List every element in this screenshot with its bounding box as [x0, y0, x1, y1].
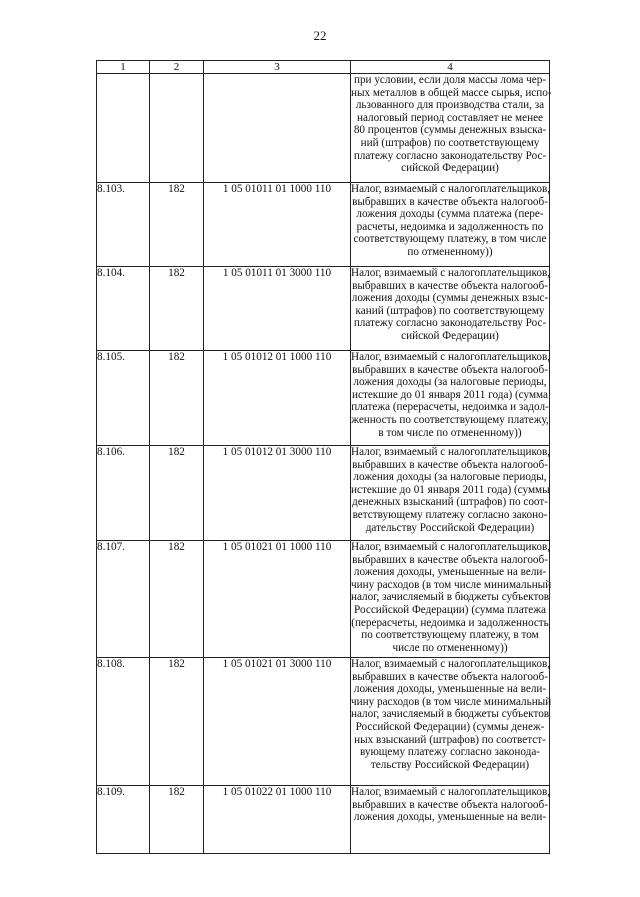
continuation-description: [351, 74, 550, 183]
description-line: ний (штрафов) по соответствующему: [360, 136, 540, 149]
description-line: Российской Федерации) (суммы денеж-: [355, 720, 545, 733]
description-line: дательству Российской Федерации): [365, 521, 535, 534]
table-row: [97, 183, 550, 267]
description-line: (перерасчеты, недоимка и задолженность: [351, 616, 549, 629]
description-line: ложения доходы (суммы денежных взыс-: [351, 292, 549, 305]
description-line: Налог, взимаемый с налогоплательщиков,: [351, 183, 551, 195]
administrator-code: 182: [150, 351, 204, 446]
administrator-code: 182: [150, 183, 204, 267]
column-header-3: 3: [204, 61, 351, 74]
description-line: платежу согласно законодательству Рос-: [353, 317, 547, 330]
continuation-cell-3: [204, 74, 351, 183]
description-line: платежу согласно законодательству Рос-: [353, 149, 547, 162]
description-line: Налог, взимаемый с налогоплательщиков,: [351, 267, 551, 279]
revenue-description: [351, 786, 550, 854]
description-line: налог, зачисляемый в бюджеты субъектов: [351, 708, 550, 721]
description-line: соответствующему платежу, в том числе: [353, 233, 547, 246]
description-line: выбравших в качестве объекта налогооб-: [352, 553, 548, 566]
description-line: Налог, взимаемый с налогоплательщиков,: [351, 541, 551, 553]
page-number: 22: [313, 28, 327, 43]
description-line: налоговый период составляет не менее: [356, 111, 544, 124]
description-line: Российской Федерации) (сумма платежа: [354, 603, 546, 616]
description-line: сийской Федерации): [401, 329, 499, 342]
description-line: денежных взысканий (штрафов) по соот-: [352, 496, 548, 509]
table-row: [97, 658, 550, 786]
description-line: каний (штрафов) по соответствующему: [355, 304, 545, 317]
table-row: [97, 446, 550, 541]
budget-classification-code: 1 05 01011 01 3000 110: [204, 267, 351, 351]
row-number: 8.109.: [97, 786, 150, 854]
revenue-description: [351, 183, 550, 267]
administrator-code: 182: [150, 658, 204, 786]
description-line: 80 процентов (суммы денежных взыска-: [353, 124, 547, 137]
description-line: женность по соответствующему платежу,: [351, 413, 549, 426]
description-line: выбравших в качестве объекта налогооб-: [352, 670, 548, 683]
description-line: выбравших в качестве объекта налогооб-: [352, 798, 548, 811]
revenue-description: [351, 541, 550, 658]
description-line: ветствующему платежу согласно законо-: [352, 508, 548, 521]
description-line: ложения доходы (сумма платежа (пере-: [356, 208, 544, 221]
administrator-code: 182: [150, 786, 204, 854]
description-line: налог, зачисляемый в бюджеты субъектов: [351, 591, 550, 604]
description-line: выбравших в качестве объекта налогооб-: [352, 279, 548, 292]
description-line: ложения доходы (за налоговые периоды,: [353, 376, 547, 389]
description-line: Налог, взимаемый с налогоплательщиков,: [351, 446, 551, 458]
row-number: 8.103.: [97, 183, 150, 267]
table-row: [97, 351, 550, 446]
description-line: чину расходов (в том числе минимальный: [351, 695, 552, 708]
column-header-2: 2: [150, 61, 204, 74]
continuation-cell-1: [97, 74, 150, 183]
description-line: истекшие до 01 января 2011 года) (суммы: [351, 483, 550, 496]
row-number: 8.105.: [97, 351, 150, 446]
description-line: ложения доходы, уменьшенные на вели-: [353, 811, 547, 824]
table-row: [97, 267, 550, 351]
description-line: Налог, взимаемый с налогоплательщиков,: [351, 786, 551, 798]
revenue-description: [351, 351, 550, 446]
description-line: ных металлов в общей массе сырья, испо-: [351, 86, 552, 99]
description-line: ложения доходы (за налоговые периоды,: [353, 471, 547, 484]
description-line: тельству Российской Федерации): [370, 758, 530, 771]
column-header-1: 1: [97, 61, 150, 74]
description-line: выбравших в качестве объекта налогооб-: [352, 458, 548, 471]
description-line: платежа (перерасчеты, недоимка и задол-: [351, 401, 549, 414]
description-line: сийской Федерации): [401, 162, 499, 175]
row-number: 8.104.: [97, 267, 150, 351]
description-line: в том числе по отмененному)): [378, 426, 522, 439]
revenue-description: [351, 267, 550, 351]
description-line: льзованного для производства стали, за: [355, 99, 545, 112]
budget-classification-code: 1 05 01021 01 3000 110: [204, 658, 351, 786]
row-number: 8.107.: [97, 541, 150, 658]
description-line: истекшие до 01 января 2011 года) (сумма: [352, 388, 548, 401]
description-line: Налог, взимаемый с налогоплательщиков,: [351, 351, 551, 363]
description-line: выбравших в качестве объекта налогооб-: [352, 195, 548, 208]
table-row: [97, 541, 550, 658]
description-line: по отмененному)): [407, 245, 493, 258]
description-line: расчеты, недоимка и задолженность по: [356, 220, 544, 233]
continuation-cell-2: [150, 74, 204, 183]
budget-classification-table: [96, 60, 550, 854]
row-number: 8.108.: [97, 658, 150, 786]
description-line: Налог, взимаемый с налогоплательщиков,: [351, 658, 551, 670]
row-number: 8.106.: [97, 446, 150, 541]
description-line: чину расходов (в том числе минимальный: [351, 578, 552, 591]
administrator-code: 182: [150, 267, 204, 351]
description-line: выбравших в качестве объекта налогооб-: [352, 363, 548, 376]
description-line: числе по отмененному)): [392, 641, 508, 654]
budget-classification-code: 1 05 01012 01 3000 110: [204, 446, 351, 541]
budget-classification-code: 1 05 01022 01 1000 110: [204, 786, 351, 854]
description-line: по соответствующему платежу, в том: [361, 629, 539, 642]
table-header-row: [97, 61, 550, 74]
administrator-code: 182: [150, 541, 204, 658]
budget-classification-code: 1 05 01011 01 1000 110: [204, 183, 351, 267]
table-row: [97, 786, 550, 854]
description-line: ложения доходы, уменьшенные на вели-: [353, 566, 547, 579]
description-line: вующему платежу согласно законода-: [359, 746, 541, 759]
continuation-row: [97, 74, 550, 183]
budget-classification-code: 1 05 01021 01 1000 110: [204, 541, 351, 658]
description-line: ложения доходы, уменьшенные на вели-: [353, 683, 547, 696]
budget-classification-code: 1 05 01012 01 1000 110: [204, 351, 351, 446]
revenue-description: [351, 446, 550, 541]
description-line: ных взысканий (штрафов) по соответст-: [354, 733, 546, 746]
administrator-code: 182: [150, 446, 204, 541]
column-header-4: 4: [351, 61, 550, 74]
description-line: при условии, если доля массы лома чер-: [353, 74, 547, 86]
revenue-description: [351, 658, 550, 786]
